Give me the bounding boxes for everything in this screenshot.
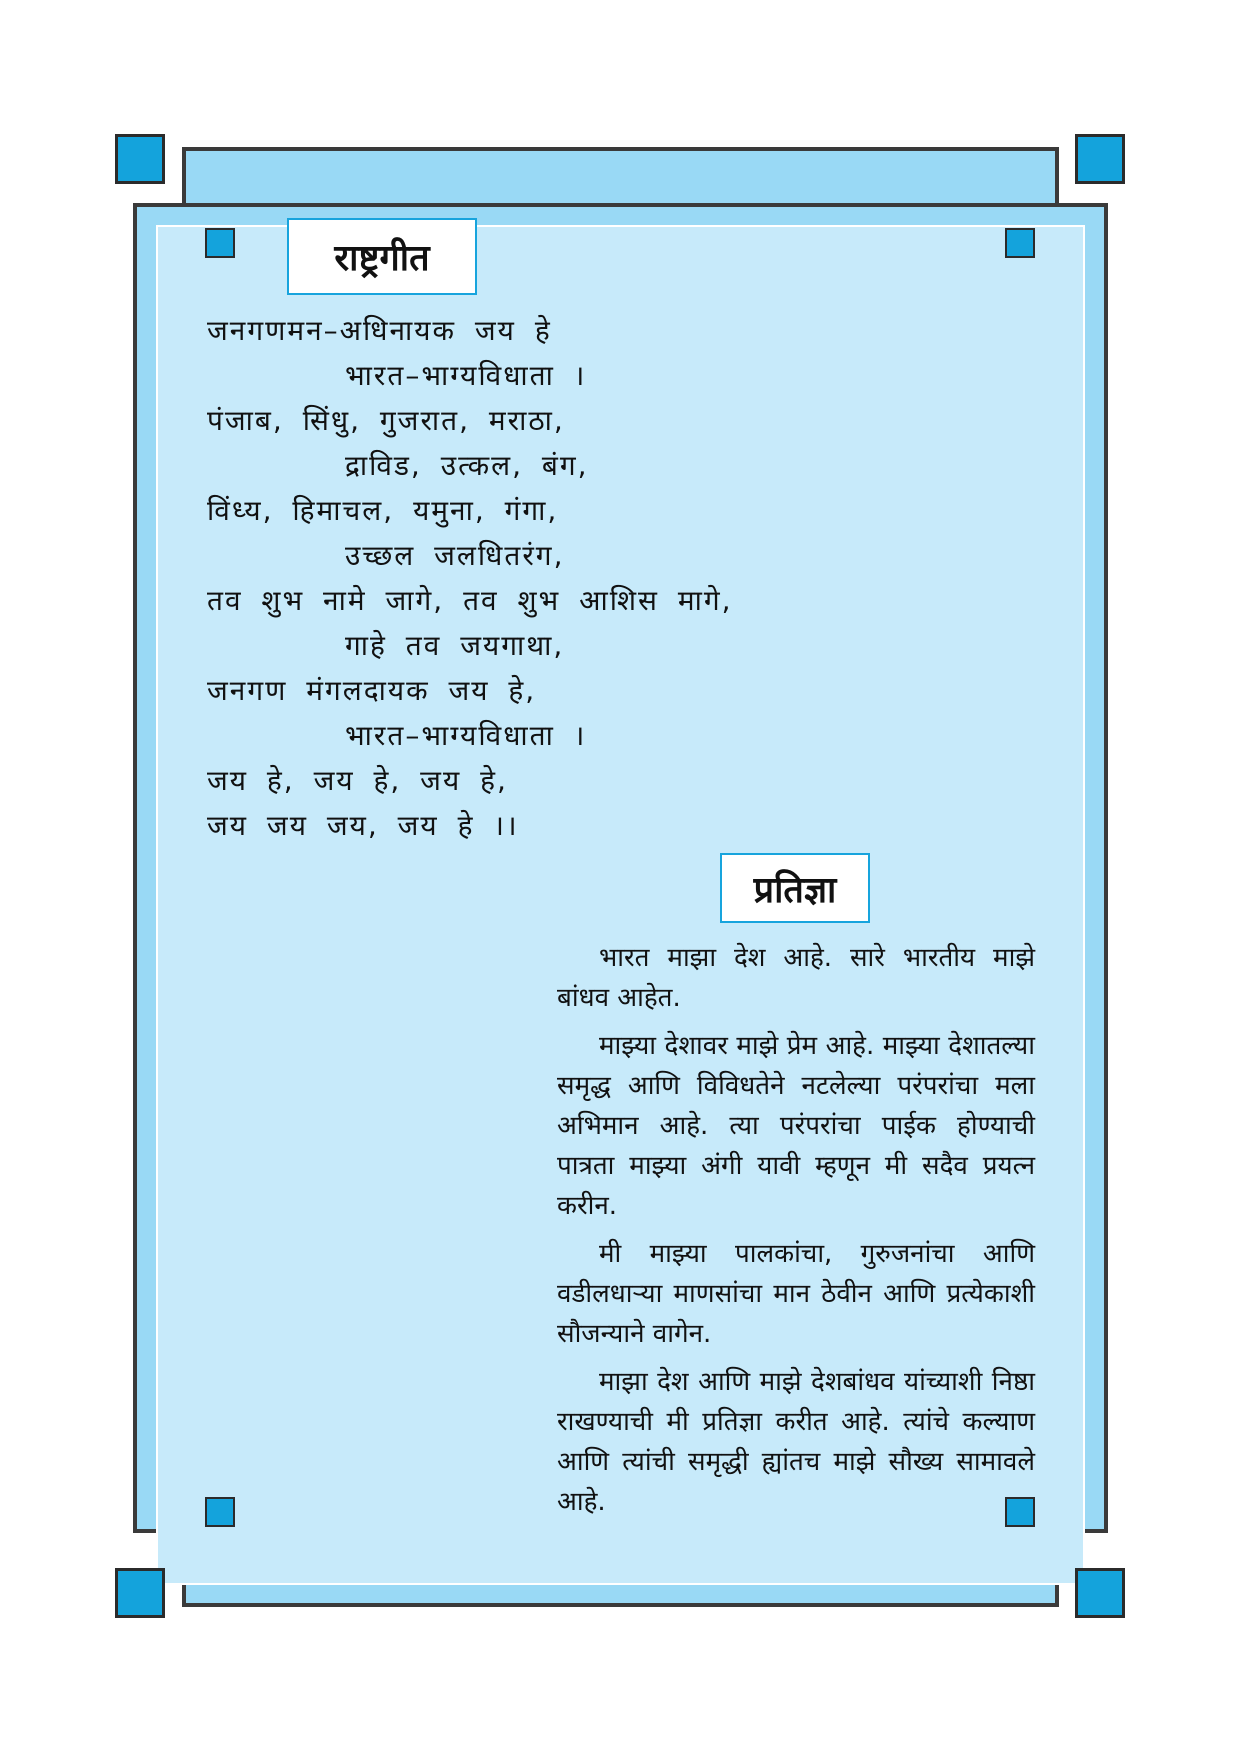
pledge-text [557,938,1035,1530]
pledge-title: प्रतिज्ञा [753,869,837,911]
corner-square-top-left [115,134,165,184]
anthem-heading [287,218,477,295]
anthem-line: पंजाब, सिंधु, गुजरात, मराठा, [207,404,565,437]
anthem-line: भारत–भाग्यविधाता । [345,719,587,752]
pledge-heading [720,853,870,923]
anthem-title: राष्ट्रगीत [334,238,430,279]
anthem-line: तव शुभ नामे जागे, तव शुभ आशिस मागे, [207,584,733,617]
corner-square-bottom-left [115,1568,165,1618]
anthem-line: द्राविड, उत्कल, बंग, [345,449,589,482]
anthem-line: उच्छल जलधितरंग, [345,539,565,572]
anthem-line: जय जय जय, जय हे ।। [207,809,519,842]
inner-square-top-left [205,228,235,258]
inner-square-bottom-left [205,1497,235,1527]
anthem-line: जनगण मंगलदायक जय हे, [207,674,537,707]
pledge-paragraph: माझ्या देशावर माझे प्रेम आहे. माझ्या देशातल्या समृद्ध आणि विविधतेने नटलेल्या परंपरांचा मला अभिमान आहे. त्या परंपरांचा पाईक होण्याची पात्रता माझ्या अंगी यावी म्हणून मी सदैव प्रयत्न करीन. [557,1031,1035,1221]
corner-square-bottom-right [1075,1568,1125,1618]
anthem-line: गाहे तव जयगाथा, [345,629,565,662]
corner-square-top-right [1075,134,1125,184]
anthem-line: जनगणमन–अधिनायक जय हे [207,314,552,347]
anthem-line: विंध्य, हिमाचल, यमुना, गंगा, [207,494,559,527]
inner-square-top-right [1005,228,1035,258]
pledge-paragraph: माझा देश आणि माझे देशबांधव यांच्याशी निष्ठा राखण्याची मी प्रतिज्ञा करीत आहे. त्यांचे कल्याण आणि त्यांची समृद्धी ह्यांतच माझे सौख्य सामावले आहे. [557,1367,1035,1517]
pledge-paragraph: मी माझ्या पालकांचा, गुरुजनांचा आणि वडीलधाऱ्या माणसांचा मान ठेवीन आणि प्रत्येकाशी सौजन्याने वागेन. [557,1239,1035,1349]
pledge-paragraph: भारत माझा देश आहे. सारे भारतीय माझे बांधव आहेत. [557,943,1035,1013]
anthem-text [207,308,767,848]
anthem-line: जय हे, जय हे, जय हे, [207,764,508,797]
anthem-line: भारत–भाग्यविधाता । [345,359,587,392]
